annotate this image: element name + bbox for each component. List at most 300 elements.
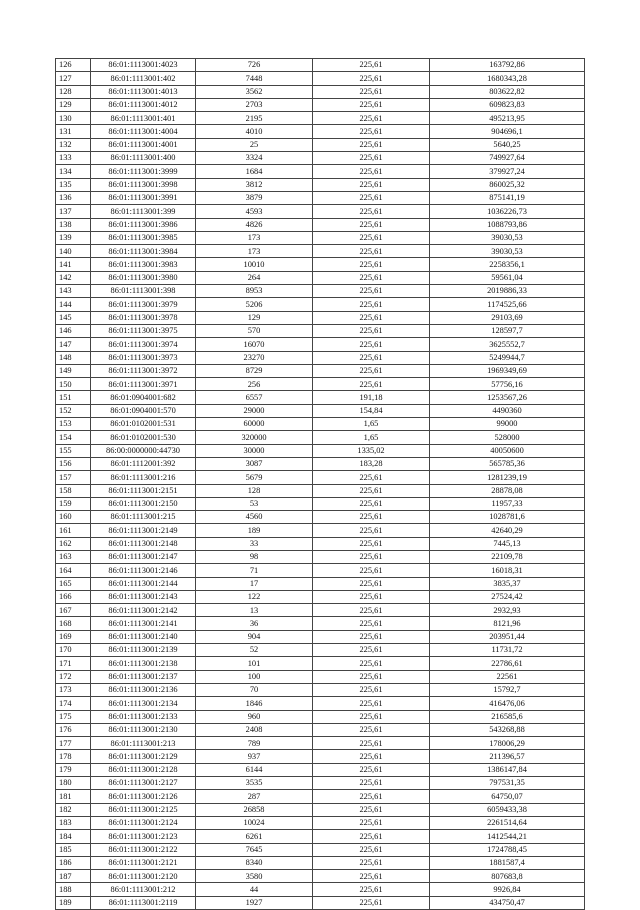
value-cell: 5249944,7 bbox=[430, 351, 585, 364]
area-cell: 5206 bbox=[196, 298, 313, 311]
rate-cell: 225,61 bbox=[313, 165, 430, 178]
table-row bbox=[56, 803, 585, 816]
value-cell: 543268,88 bbox=[430, 723, 585, 736]
area-cell: 960 bbox=[196, 710, 313, 723]
table-row bbox=[56, 497, 585, 510]
row-number-cell: 186 bbox=[56, 856, 91, 869]
rate-cell: 225,61 bbox=[313, 644, 430, 657]
row-number-cell: 187 bbox=[56, 870, 91, 883]
value-cell: 42640,29 bbox=[430, 524, 585, 537]
area-cell: 3580 bbox=[196, 870, 313, 883]
row-number-cell: 162 bbox=[56, 537, 91, 550]
row-number-cell: 135 bbox=[56, 178, 91, 191]
cadastral-number-cell: 86:01:1113001:2123 bbox=[91, 830, 196, 843]
table-row bbox=[56, 657, 585, 670]
area-cell: 726 bbox=[196, 59, 313, 72]
value-cell: 1281239,19 bbox=[430, 471, 585, 484]
value-cell: 1036226,73 bbox=[430, 205, 585, 218]
area-cell: 173 bbox=[196, 245, 313, 258]
cadastral-number-cell: 86:01:1113001:2119 bbox=[91, 896, 196, 909]
value-cell: 1881587,4 bbox=[430, 856, 585, 869]
value-cell: 99000 bbox=[430, 418, 585, 431]
rate-cell: 225,61 bbox=[313, 271, 430, 284]
value-cell: 211396,57 bbox=[430, 750, 585, 763]
value-cell: 1412544,21 bbox=[430, 830, 585, 843]
area-cell: 3324 bbox=[196, 152, 313, 165]
cadastral-number-cell: 86:01:1113001:2124 bbox=[91, 816, 196, 829]
cadastral-number-cell: 86:01:1113001:4012 bbox=[91, 98, 196, 111]
rate-cell: 225,61 bbox=[313, 630, 430, 643]
area-cell: 52 bbox=[196, 644, 313, 657]
row-number-cell: 166 bbox=[56, 590, 91, 603]
value-cell: 7445,13 bbox=[430, 537, 585, 550]
area-cell: 4560 bbox=[196, 511, 313, 524]
table-row bbox=[56, 537, 585, 550]
table-row bbox=[56, 59, 585, 72]
cadastral-number-cell: 86:01:1113001:3972 bbox=[91, 364, 196, 377]
cadastral-number-cell: 86:01:1113001:3978 bbox=[91, 311, 196, 324]
table-row bbox=[56, 763, 585, 776]
table-row bbox=[56, 777, 585, 790]
value-cell: 39030,53 bbox=[430, 231, 585, 244]
rate-cell: 225,61 bbox=[313, 59, 430, 72]
row-number-cell: 185 bbox=[56, 843, 91, 856]
cadastral-number-cell: 86:01:1113001:2133 bbox=[91, 710, 196, 723]
area-cell: 3879 bbox=[196, 191, 313, 204]
value-cell: 15792,7 bbox=[430, 683, 585, 696]
cadastral-number-cell: 86:01:0102001:530 bbox=[91, 431, 196, 444]
cadastral-number-cell: 86:01:1113001:400 bbox=[91, 152, 196, 165]
row-number-cell: 177 bbox=[56, 737, 91, 750]
row-number-cell: 129 bbox=[56, 98, 91, 111]
value-cell: 803622,82 bbox=[430, 85, 585, 98]
table-row bbox=[56, 152, 585, 165]
rate-cell: 225,61 bbox=[313, 218, 430, 231]
table-row bbox=[56, 896, 585, 909]
row-number-cell: 189 bbox=[56, 896, 91, 909]
cadastral-number-cell: 86:01:0102001:531 bbox=[91, 418, 196, 431]
table-row bbox=[56, 72, 585, 85]
row-number-cell: 184 bbox=[56, 830, 91, 843]
rate-cell: 225,61 bbox=[313, 351, 430, 364]
area-cell: 4593 bbox=[196, 205, 313, 218]
area-cell: 29000 bbox=[196, 404, 313, 417]
area-cell: 287 bbox=[196, 790, 313, 803]
table-row bbox=[56, 697, 585, 710]
table-row bbox=[56, 790, 585, 803]
area-cell: 2703 bbox=[196, 98, 313, 111]
table-row bbox=[56, 484, 585, 497]
rate-cell: 1,65 bbox=[313, 431, 430, 444]
row-number-cell: 157 bbox=[56, 471, 91, 484]
table-row bbox=[56, 351, 585, 364]
rate-cell: 191,18 bbox=[313, 391, 430, 404]
area-cell: 13 bbox=[196, 604, 313, 617]
rate-cell: 225,61 bbox=[313, 590, 430, 603]
area-cell: 7645 bbox=[196, 843, 313, 856]
table-row bbox=[56, 138, 585, 151]
rate-cell: 225,61 bbox=[313, 896, 430, 909]
value-cell: 3835,37 bbox=[430, 577, 585, 590]
cadastral-number-cell: 86:01:1113001:2139 bbox=[91, 644, 196, 657]
value-cell: 178006,29 bbox=[430, 737, 585, 750]
area-cell: 4826 bbox=[196, 218, 313, 231]
table-row bbox=[56, 883, 585, 896]
value-cell: 495213,95 bbox=[430, 112, 585, 125]
area-cell: 1684 bbox=[196, 165, 313, 178]
cadastral-number-cell: 86:01:1113001:3980 bbox=[91, 271, 196, 284]
rate-cell: 225,61 bbox=[313, 524, 430, 537]
row-number-cell: 151 bbox=[56, 391, 91, 404]
rate-cell: 225,61 bbox=[313, 258, 430, 271]
value-cell: 28878,08 bbox=[430, 484, 585, 497]
row-number-cell: 170 bbox=[56, 644, 91, 657]
value-cell: 40050600 bbox=[430, 444, 585, 457]
cadastral-number-cell: 86:01:1113001:2149 bbox=[91, 524, 196, 537]
area-cell: 2408 bbox=[196, 723, 313, 736]
area-cell: 3562 bbox=[196, 85, 313, 98]
table-row bbox=[56, 218, 585, 231]
value-cell: 11957,33 bbox=[430, 497, 585, 510]
table-row bbox=[56, 590, 585, 603]
row-number-cell: 152 bbox=[56, 404, 91, 417]
rate-cell: 225,61 bbox=[313, 883, 430, 896]
row-number-cell: 149 bbox=[56, 364, 91, 377]
cadastral-number-cell: 86:01:1113001:2140 bbox=[91, 630, 196, 643]
area-cell: 256 bbox=[196, 378, 313, 391]
row-number-cell: 168 bbox=[56, 617, 91, 630]
area-cell: 17 bbox=[196, 577, 313, 590]
value-cell: 163792,86 bbox=[430, 59, 585, 72]
cadastral-number-cell: 86:01:1113001:3971 bbox=[91, 378, 196, 391]
table-row bbox=[56, 364, 585, 377]
row-number-cell: 143 bbox=[56, 285, 91, 298]
row-number-cell: 160 bbox=[56, 511, 91, 524]
rate-cell: 225,61 bbox=[313, 750, 430, 763]
table-row bbox=[56, 165, 585, 178]
value-cell: 2019886,33 bbox=[430, 285, 585, 298]
area-cell: 2195 bbox=[196, 112, 313, 125]
area-cell: 320000 bbox=[196, 431, 313, 444]
value-cell: 1174525,66 bbox=[430, 298, 585, 311]
cadastral-number-cell: 86:01:1113001:2137 bbox=[91, 670, 196, 683]
rate-cell: 225,61 bbox=[313, 98, 430, 111]
value-cell: 1386147,84 bbox=[430, 763, 585, 776]
table-row bbox=[56, 617, 585, 630]
table-row bbox=[56, 630, 585, 643]
area-cell: 8729 bbox=[196, 364, 313, 377]
row-number-cell: 175 bbox=[56, 710, 91, 723]
row-number-cell: 127 bbox=[56, 72, 91, 85]
cadastral-number-cell: 86:01:1113001:212 bbox=[91, 883, 196, 896]
rate-cell: 225,61 bbox=[313, 604, 430, 617]
cadastral-number-cell: 86:01:1113001:2134 bbox=[91, 697, 196, 710]
row-number-cell: 126 bbox=[56, 59, 91, 72]
area-cell: 25 bbox=[196, 138, 313, 151]
cadastral-number-cell: 86:01:1113001:216 bbox=[91, 471, 196, 484]
cadastral-number-cell: 86:01:1113001:3985 bbox=[91, 231, 196, 244]
row-number-cell: 181 bbox=[56, 790, 91, 803]
table-row bbox=[56, 511, 585, 524]
rate-cell: 225,61 bbox=[313, 737, 430, 750]
cadastral-number-cell: 86:01:1113001:2138 bbox=[91, 657, 196, 670]
value-cell: 875141,19 bbox=[430, 191, 585, 204]
table-row bbox=[56, 271, 585, 284]
cadastral-number-cell: 86:01:1113001:3979 bbox=[91, 298, 196, 311]
value-cell: 216585,6 bbox=[430, 710, 585, 723]
area-cell: 3812 bbox=[196, 178, 313, 191]
row-number-cell: 159 bbox=[56, 497, 91, 510]
rate-cell: 225,61 bbox=[313, 870, 430, 883]
cadastral-number-cell: 86:01:1113001:402 bbox=[91, 72, 196, 85]
row-number-cell: 146 bbox=[56, 324, 91, 337]
value-cell: 128597,7 bbox=[430, 324, 585, 337]
rate-cell: 225,61 bbox=[313, 816, 430, 829]
area-cell: 101 bbox=[196, 657, 313, 670]
cadastral-number-cell: 86:01:1113001:4013 bbox=[91, 85, 196, 98]
row-number-cell: 173 bbox=[56, 683, 91, 696]
area-cell: 570 bbox=[196, 324, 313, 337]
row-number-cell: 150 bbox=[56, 378, 91, 391]
cadastral-number-cell: 86:01:1113001:2122 bbox=[91, 843, 196, 856]
value-cell: 2258356,1 bbox=[430, 258, 585, 271]
rate-cell: 225,61 bbox=[313, 856, 430, 869]
land-parcel-table-page bbox=[55, 58, 584, 910]
table-row bbox=[56, 258, 585, 271]
table-row bbox=[56, 391, 585, 404]
row-number-cell: 158 bbox=[56, 484, 91, 497]
table-row bbox=[56, 710, 585, 723]
cadastral-number-cell: 86:01:1113001:3999 bbox=[91, 165, 196, 178]
rate-cell: 225,61 bbox=[313, 138, 430, 151]
value-cell: 8121,96 bbox=[430, 617, 585, 630]
cadastral-number-cell: 86:01:1113001:2127 bbox=[91, 777, 196, 790]
value-cell: 16018,31 bbox=[430, 564, 585, 577]
table-row bbox=[56, 205, 585, 218]
table-row bbox=[56, 644, 585, 657]
value-cell: 1253567,26 bbox=[430, 391, 585, 404]
rate-cell: 225,61 bbox=[313, 803, 430, 816]
cadastral-number-cell: 86:01:1113001:2147 bbox=[91, 550, 196, 563]
row-number-cell: 171 bbox=[56, 657, 91, 670]
value-cell: 797531,35 bbox=[430, 777, 585, 790]
table-row bbox=[56, 231, 585, 244]
rate-cell: 225,61 bbox=[313, 285, 430, 298]
value-cell: 565785,36 bbox=[430, 457, 585, 470]
rate-cell: 225,61 bbox=[313, 364, 430, 377]
row-number-cell: 163 bbox=[56, 550, 91, 563]
rate-cell: 225,61 bbox=[313, 191, 430, 204]
row-number-cell: 147 bbox=[56, 338, 91, 351]
value-cell: 2261514,64 bbox=[430, 816, 585, 829]
row-number-cell: 169 bbox=[56, 630, 91, 643]
area-cell: 100 bbox=[196, 670, 313, 683]
table-row bbox=[56, 577, 585, 590]
cadastral-number-cell: 86:01:1113001:3991 bbox=[91, 191, 196, 204]
rate-cell: 225,61 bbox=[313, 178, 430, 191]
cadastral-number-cell: 86:01:1113001:2120 bbox=[91, 870, 196, 883]
area-cell: 3535 bbox=[196, 777, 313, 790]
table-row bbox=[56, 178, 585, 191]
cadastral-number-cell: 86:01:0904001:682 bbox=[91, 391, 196, 404]
rate-cell: 225,61 bbox=[313, 577, 430, 590]
table-row bbox=[56, 338, 585, 351]
table-row bbox=[56, 457, 585, 470]
cadastral-number-cell: 86:01:1113001:2151 bbox=[91, 484, 196, 497]
table-row bbox=[56, 471, 585, 484]
row-number-cell: 144 bbox=[56, 298, 91, 311]
row-number-cell: 128 bbox=[56, 85, 91, 98]
area-cell: 26858 bbox=[196, 803, 313, 816]
rate-cell: 225,61 bbox=[313, 471, 430, 484]
row-number-cell: 165 bbox=[56, 577, 91, 590]
value-cell: 39030,53 bbox=[430, 245, 585, 258]
row-number-cell: 161 bbox=[56, 524, 91, 537]
table-row bbox=[56, 431, 585, 444]
table-row bbox=[56, 324, 585, 337]
row-number-cell: 164 bbox=[56, 564, 91, 577]
area-cell: 16070 bbox=[196, 338, 313, 351]
table-row bbox=[56, 870, 585, 883]
cadastral-number-cell: 86:01:1112001:392 bbox=[91, 457, 196, 470]
table-row bbox=[56, 245, 585, 258]
cadastral-number-cell: 86:01:1113001:3973 bbox=[91, 351, 196, 364]
area-cell: 23270 bbox=[196, 351, 313, 364]
value-cell: 528000 bbox=[430, 431, 585, 444]
cadastral-number-cell: 86:01:1113001:2126 bbox=[91, 790, 196, 803]
rate-cell: 225,61 bbox=[313, 830, 430, 843]
value-cell: 22109,78 bbox=[430, 550, 585, 563]
rate-cell: 225,61 bbox=[313, 763, 430, 776]
cadastral-number-cell: 86:01:1113001:3984 bbox=[91, 245, 196, 258]
value-cell: 57756,16 bbox=[430, 378, 585, 391]
row-number-cell: 153 bbox=[56, 418, 91, 431]
rate-cell: 225,61 bbox=[313, 511, 430, 524]
area-cell: 173 bbox=[196, 231, 313, 244]
rate-cell: 225,61 bbox=[313, 484, 430, 497]
value-cell: 203951,44 bbox=[430, 630, 585, 643]
area-cell: 122 bbox=[196, 590, 313, 603]
value-cell: 11731,72 bbox=[430, 644, 585, 657]
value-cell: 1088793,86 bbox=[430, 218, 585, 231]
table-row bbox=[56, 550, 585, 563]
table-row bbox=[56, 191, 585, 204]
rate-cell: 225,61 bbox=[313, 298, 430, 311]
table-row bbox=[56, 750, 585, 763]
row-number-cell: 155 bbox=[56, 444, 91, 457]
row-number-cell: 156 bbox=[56, 457, 91, 470]
value-cell: 749927,64 bbox=[430, 152, 585, 165]
rate-cell: 225,61 bbox=[313, 617, 430, 630]
table-row bbox=[56, 670, 585, 683]
area-cell: 36 bbox=[196, 617, 313, 630]
area-cell: 789 bbox=[196, 737, 313, 750]
cadastral-number-cell: 86:01:1113001:3974 bbox=[91, 338, 196, 351]
table-row bbox=[56, 737, 585, 750]
value-cell: 6059433,38 bbox=[430, 803, 585, 816]
rate-cell: 225,61 bbox=[313, 697, 430, 710]
row-number-cell: 139 bbox=[56, 231, 91, 244]
area-cell: 8953 bbox=[196, 285, 313, 298]
area-cell: 6261 bbox=[196, 830, 313, 843]
table-row bbox=[56, 85, 585, 98]
table-row bbox=[56, 404, 585, 417]
cadastral-number-cell: 86:00:0000000:44730 bbox=[91, 444, 196, 457]
cadastral-number-cell: 86:01:1113001:2125 bbox=[91, 803, 196, 816]
value-cell: 379927,24 bbox=[430, 165, 585, 178]
area-cell: 10010 bbox=[196, 258, 313, 271]
area-cell: 44 bbox=[196, 883, 313, 896]
row-number-cell: 133 bbox=[56, 152, 91, 165]
area-cell: 6144 bbox=[196, 763, 313, 776]
row-number-cell: 134 bbox=[56, 165, 91, 178]
table-row bbox=[56, 723, 585, 736]
rate-cell: 225,61 bbox=[313, 85, 430, 98]
cadastral-number-cell: 86:01:1113001:2150 bbox=[91, 497, 196, 510]
table-row bbox=[56, 378, 585, 391]
cadastral-number-cell: 86:01:1113001:2129 bbox=[91, 750, 196, 763]
cadastral-number-cell: 86:01:1113001:3983 bbox=[91, 258, 196, 271]
cadastral-number-cell: 86:01:1113001:399 bbox=[91, 205, 196, 218]
table-row bbox=[56, 125, 585, 138]
row-number-cell: 176 bbox=[56, 723, 91, 736]
area-cell: 70 bbox=[196, 683, 313, 696]
cadastral-number-cell: 86:01:1113001:213 bbox=[91, 737, 196, 750]
value-cell: 64750,07 bbox=[430, 790, 585, 803]
value-cell: 609823,83 bbox=[430, 98, 585, 111]
value-cell: 807683,8 bbox=[430, 870, 585, 883]
area-cell: 8340 bbox=[196, 856, 313, 869]
rate-cell: 225,61 bbox=[313, 311, 430, 324]
row-number-cell: 178 bbox=[56, 750, 91, 763]
value-cell: 1028781,6 bbox=[430, 511, 585, 524]
table-row bbox=[56, 683, 585, 696]
row-number-cell: 188 bbox=[56, 883, 91, 896]
rate-cell: 225,61 bbox=[313, 843, 430, 856]
rate-cell: 225,61 bbox=[313, 497, 430, 510]
table-row bbox=[56, 112, 585, 125]
rate-cell: 225,61 bbox=[313, 777, 430, 790]
rate-cell: 225,61 bbox=[313, 231, 430, 244]
cadastral-number-cell: 86:01:1113001:2130 bbox=[91, 723, 196, 736]
area-cell: 1927 bbox=[196, 896, 313, 909]
area-cell: 98 bbox=[196, 550, 313, 563]
row-number-cell: 154 bbox=[56, 431, 91, 444]
row-number-cell: 142 bbox=[56, 271, 91, 284]
rate-cell: 225,61 bbox=[313, 683, 430, 696]
table-row bbox=[56, 856, 585, 869]
value-cell: 2932,93 bbox=[430, 604, 585, 617]
value-cell: 5640,25 bbox=[430, 138, 585, 151]
row-number-cell: 145 bbox=[56, 311, 91, 324]
area-cell: 937 bbox=[196, 750, 313, 763]
rate-cell: 225,61 bbox=[313, 205, 430, 218]
value-cell: 4490360 bbox=[430, 404, 585, 417]
table-row bbox=[56, 311, 585, 324]
cadastral-number-cell: 86:01:1113001:2144 bbox=[91, 577, 196, 590]
row-number-cell: 130 bbox=[56, 112, 91, 125]
cadastral-number-cell: 86:01:1113001:3998 bbox=[91, 178, 196, 191]
rate-cell: 225,61 bbox=[313, 537, 430, 550]
row-number-cell: 131 bbox=[56, 125, 91, 138]
rate-cell: 225,61 bbox=[313, 378, 430, 391]
table-row bbox=[56, 524, 585, 537]
row-number-cell: 141 bbox=[56, 258, 91, 271]
cadastral-number-cell: 86:01:1113001:3975 bbox=[91, 324, 196, 337]
rate-cell: 225,61 bbox=[313, 710, 430, 723]
value-cell: 22561 bbox=[430, 670, 585, 683]
cadastral-number-cell: 86:01:1113001:2121 bbox=[91, 856, 196, 869]
